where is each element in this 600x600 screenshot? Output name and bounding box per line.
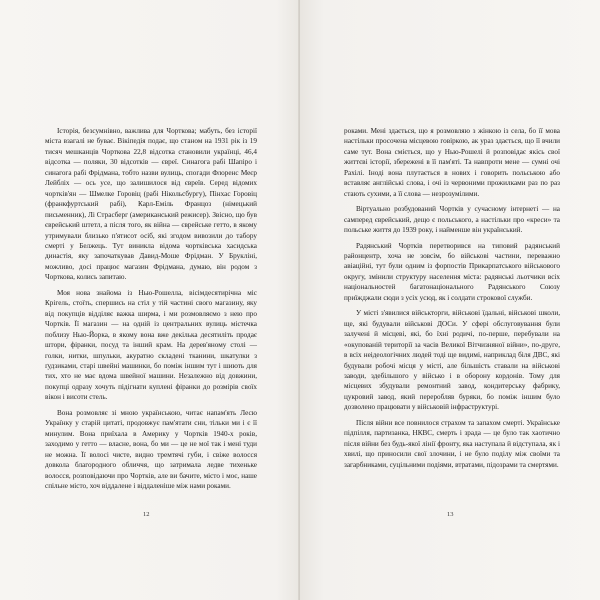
left-page-text xyxy=(45,126,257,491)
page-number: 13 xyxy=(447,511,454,518)
paragraph: роками. Мені здається, що я розмовляю з жінкою із села, бо її мова настільки просочена місцевою говіркою, ак ураз здається, що її вчили саме тут. Вона сміється, що у Нью-Рошелі й розповідає якісь свої життєві історії, збережені в її пам'яті. Та навпроти мене — сумні очі Рахілі. Іноді вона плутається в нових і говорить польською або вставляє англійські слова, і очі із червоними прожилками раз по раз стають сухими, а її слова — незрозумілими. xyxy=(344,127,560,198)
right-page-text xyxy=(344,126,560,470)
paragraph: Вона розмовляє зі мною українською, читає напам'ять Лесю Українку у старій цитаті, продовжує пам'ятати сни, тільки ми і є її минулим. Вона приїхала в Америку у Чортків 1940-х років, заходимо у гетто — власне, вона, бо ми — це не мої так і мені туди не можна. Її волосі чисте, видно тремтячі губи, і свіже волосся довкола благородного обличчя, що затримала ледве тихеньке волосся, розповідаючи про Чортків, але ви бачите, місто і моє, наше спільне місто, хоч віддалене і віддаленіше між нами роками. xyxy=(45,408,257,490)
paragraph: Після війни все повнилося страхом та запахом смерті. Українське підпілля, партизанка, НКВС, смерть і зрада — це було так хаотично після війни без будь-якої лінії фронту, яка наступала й відступала, як і хвилі, що приносили свої злочини, і не було поділу між своїми та загарбниками, суцільними подіями, втратами, підозрами та смертями. xyxy=(344,418,560,469)
paragraph: У місті з'явилися військторги, військові їдальні, військові школи, ще, які будували військові ДОСи. У сфері обслуговування були залучені й місцеві, які, бо їхні родичі, по-перше, перебували на «окупованій території за часів Великої Вітчизняної війни», по-друге, в всіх неідеологічних людей тоді ще видимі, наприклад біля ДВС, які будували робочі місця у місті, але більшість ставали на військові заводи, здебільшого у військо і в оборону кордонів. Тому для місцевих збудували ремонтний завод, кондитерську фабрику, цукровий завод, який переробляв буряки, бо поміж іншим було дозволено працювати у військовій інфраструктурі. xyxy=(344,309,560,412)
page-number: 12 xyxy=(143,511,150,518)
paragraph: Моя нова знайома із Нью-Рошелла, вісімдесятирічна міс Крігель, стоїть, спершись на стіл у тій частині свого магазину, яку від покупців відділяє важка ширма, і ми розмовляємо з нею про Чортків. Її магазин — на одній із центральних вулиць містечка поблизу Нью-Йорка, в якому вона вже декілька десятиліть продає штори, фіранки, посуд та інший крам. На дерев'яному столі — голки, нитки, шпульки, акуратно складені тканини, шкатулки з ґудзиками, старі швейні машинки, бо поміж іншим тут і шиють для тих, хто не має вдома швейної машини. Незалежно від довжини, покупці одразу хочуть підігнати куплені фіранки до розмірів своїх вікон і висоти стель. xyxy=(45,288,257,402)
paragraph: Віртуально розбудований Чортків у сучасному інтернеті — на самперед єврейський, дещо є польського, а настільки про «креси» та польське життя до 1939 року, і найменше він український. xyxy=(344,205,560,235)
paragraph: Історія, безсумнівно, важлива для Чорткова; мабуть, без історії міста взагалі не буває. Вікіпедія подає, що станом на 1931 рік із 19 тисяч мешканців Чорткова 22,8 відсотка становили українці, 46,4 відсотка — поляки, 30 відсотків — євреї. Синагога рабі Шапіро і синагога рабі Фрідмана, тобто назви вулиць, спогади Флоренс Меєр Лейбліх — ось усе, що залишилося від євреїв. Серед відомих чортків'ян — Шмелке Горовіц (рабі Нікольсбургу), Пінхас Горовіц (франкфуртський рабі), Карл-Еміль Францоз (німецький письменник), Лі Страсберг (американський режисер). Звісно, що був єврейський штетл, а після того, як війна — єврейське гетто, в якому утримували близько п'ятисот осіб, які згодом вивозили до табору смерті у Белжець. Тут виникла відома чортківська хасидська династія, яку започаткував Давид-Моше Фрідман. У Брукліні, можливо, досі працює магазин Фрідмана, думаю, він родом з Чорткова, колись запитаю. xyxy=(45,127,257,282)
right-page xyxy=(300,0,600,600)
paragraph: Радянський Чортків перетворився на типовий радянський районцентр, хоча не зовсім, бо військові частини, переважно авіаційні, тут були одним із форпостів Прикарпатського військового округу, змінили структуру населення міста: радянські льотчики всіх національностей багатонаціонального Радянського Союзу приїжджали сюди з усіх усюд, як і солдати строкової служби. xyxy=(344,241,560,302)
